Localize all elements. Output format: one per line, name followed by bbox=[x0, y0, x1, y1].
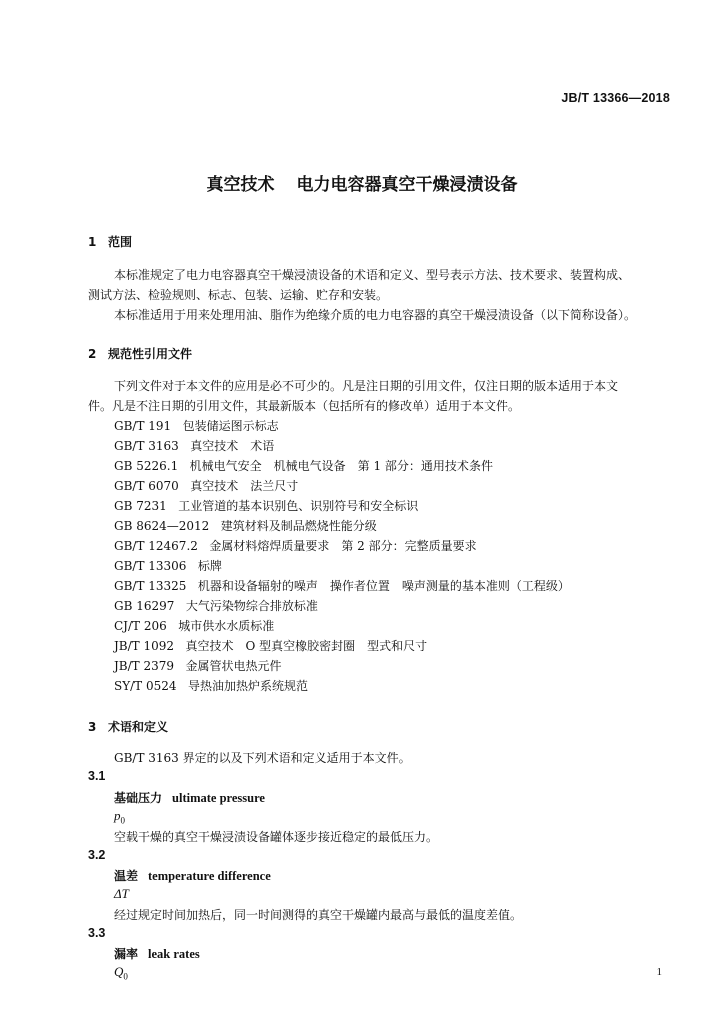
section-1-p2: 本标准适用于用来处理用油、脂作为绝缘介质的电力电容器的真空干燥浸渍设备（以下简称设备）。 bbox=[114, 308, 637, 322]
reference-item bbox=[114, 637, 427, 654]
reference-item bbox=[114, 497, 418, 514]
term-en: ultimate pressure bbox=[172, 791, 265, 805]
reference-code: GB 7231 bbox=[114, 499, 167, 513]
term-symbol bbox=[114, 964, 128, 982]
symbol-main: Q bbox=[114, 964, 124, 979]
reference-title: 大气污染物综合排放标准 bbox=[185, 599, 318, 613]
term-zh: 温差 bbox=[114, 869, 139, 883]
section-1-p1-line1: 本标准规定了电力电容器真空干燥浸渍设备的术语和定义、型号表示方法、技术要求、装置构成、 bbox=[114, 268, 631, 282]
reference-code: GB/T 13306 bbox=[114, 559, 187, 573]
reference-title: 真空技术 术语 bbox=[190, 439, 275, 453]
reference-code: JB/T 1092 bbox=[114, 639, 175, 653]
page-number: 1 bbox=[656, 966, 662, 978]
term-symbol bbox=[114, 886, 129, 902]
reference-code: GB/T 6070 bbox=[114, 479, 179, 493]
term-definition: 空载干燥的真空干燥浸渍设备罐体逐步接近稳定的最低压力。 bbox=[114, 830, 439, 844]
reference-item bbox=[114, 597, 318, 614]
section-1-heading bbox=[88, 233, 132, 250]
reference-code: CJ/T 206 bbox=[114, 619, 167, 633]
reference-item bbox=[114, 617, 274, 634]
symbol-main: ΔT bbox=[114, 886, 129, 901]
title-part-1: 真空技术 bbox=[206, 175, 275, 195]
term-number: 3.2 bbox=[88, 848, 106, 862]
section-3-intro: GB/T 3163 界定的以及下列术语和定义适用于本文件。 bbox=[114, 751, 411, 765]
document-title bbox=[0, 170, 724, 195]
symbol-main: p bbox=[114, 808, 121, 823]
symbol-subscript: 0 bbox=[123, 971, 128, 982]
section-2-number: 2 bbox=[88, 347, 97, 361]
reference-title: 标牌 bbox=[197, 559, 222, 573]
reference-title: 机械电气安全 机械电气设备 第 1 部分：通用技术条件 bbox=[189, 459, 493, 473]
section-3-number: 3 bbox=[88, 720, 97, 734]
reference-title: 包装储运图示标志 bbox=[182, 419, 279, 433]
reference-item bbox=[114, 417, 279, 434]
reference-item bbox=[114, 677, 308, 694]
term-name bbox=[114, 945, 200, 962]
reference-title: 真空技术 O 型真空橡胶密封圈 型式和尺寸 bbox=[185, 639, 428, 653]
reference-item bbox=[114, 577, 570, 594]
section-3-heading bbox=[88, 718, 168, 735]
term-name bbox=[114, 789, 265, 806]
reference-code: GB 5226.1 bbox=[114, 459, 179, 473]
term-name bbox=[114, 867, 271, 884]
reference-title: 建筑材料及制品燃烧性能分级 bbox=[220, 519, 377, 533]
symbol-subscript: 0 bbox=[120, 815, 125, 826]
term-zh: 基础压力 bbox=[114, 791, 163, 805]
reference-item bbox=[114, 657, 282, 674]
section-1-p1-line2: 测试方法、检验规则、标志、包装、运输、贮存和安装。 bbox=[88, 288, 389, 302]
reference-code: GB/T 3163 bbox=[114, 439, 179, 453]
reference-title: 金属材料熔焊质量要求 第 2 部分：完整质量要求 bbox=[209, 539, 477, 553]
term-symbol bbox=[114, 808, 125, 826]
reference-item bbox=[114, 517, 377, 534]
term-number: 3.3 bbox=[88, 926, 106, 940]
section-2-title: 规范性引用文件 bbox=[108, 347, 193, 361]
reference-code: GB 16297 bbox=[114, 599, 175, 613]
reference-title: 城市供水水质标准 bbox=[178, 619, 275, 633]
title-part-2: 电力电容器真空干燥浸渍设备 bbox=[296, 175, 518, 195]
term-definition: 经过规定时间加热后，同一时间测得的真空干燥罐内最高与最低的温度差值。 bbox=[114, 908, 523, 922]
section-2-intro-line2: 件。凡是不注日期的引用文件，其最新版本（包括所有的修改单）适用于本文件。 bbox=[88, 399, 521, 413]
term-en: temperature difference bbox=[148, 869, 271, 883]
reference-item bbox=[114, 437, 274, 454]
reference-item bbox=[114, 537, 477, 554]
section-1-title: 范围 bbox=[108, 235, 133, 249]
section-1-number: 1 bbox=[88, 235, 97, 249]
reference-code: GB/T 13325 bbox=[114, 579, 187, 593]
reference-title: 机器和设备辐射的噪声 操作者位置 噪声测量的基本准则（工程级） bbox=[197, 579, 570, 593]
reference-code: JB/T 2379 bbox=[114, 659, 175, 673]
reference-code: GB/T 191 bbox=[114, 419, 172, 433]
reference-code: SY/T 0524 bbox=[114, 679, 177, 693]
reference-title: 真空技术 法兰尺寸 bbox=[190, 479, 299, 493]
reference-code: GB/T 12467.2 bbox=[114, 539, 198, 553]
term-en: leak rates bbox=[148, 947, 200, 961]
term-number: 3.1 bbox=[88, 769, 106, 783]
reference-code: GB 8624—2012 bbox=[114, 519, 210, 533]
section-2-heading bbox=[88, 345, 192, 362]
section-2-intro-line1: 下列文件对于本文件的应用是必不可少的。凡是注日期的引用文件，仅注日期的版本适用于本文 bbox=[114, 379, 619, 393]
reference-item bbox=[114, 477, 298, 494]
reference-title: 导热油加热炉系统规范 bbox=[188, 679, 309, 693]
standard-code: JB/T 13366—2018 bbox=[561, 91, 670, 105]
reference-title: 工业管道的基本识别色、识别符号和安全标识 bbox=[178, 499, 419, 513]
reference-title: 金属管状电热元件 bbox=[185, 659, 282, 673]
reference-item bbox=[114, 557, 222, 574]
term-zh: 漏率 bbox=[114, 947, 139, 961]
section-3-title: 术语和定义 bbox=[108, 720, 169, 734]
reference-item bbox=[114, 457, 493, 474]
